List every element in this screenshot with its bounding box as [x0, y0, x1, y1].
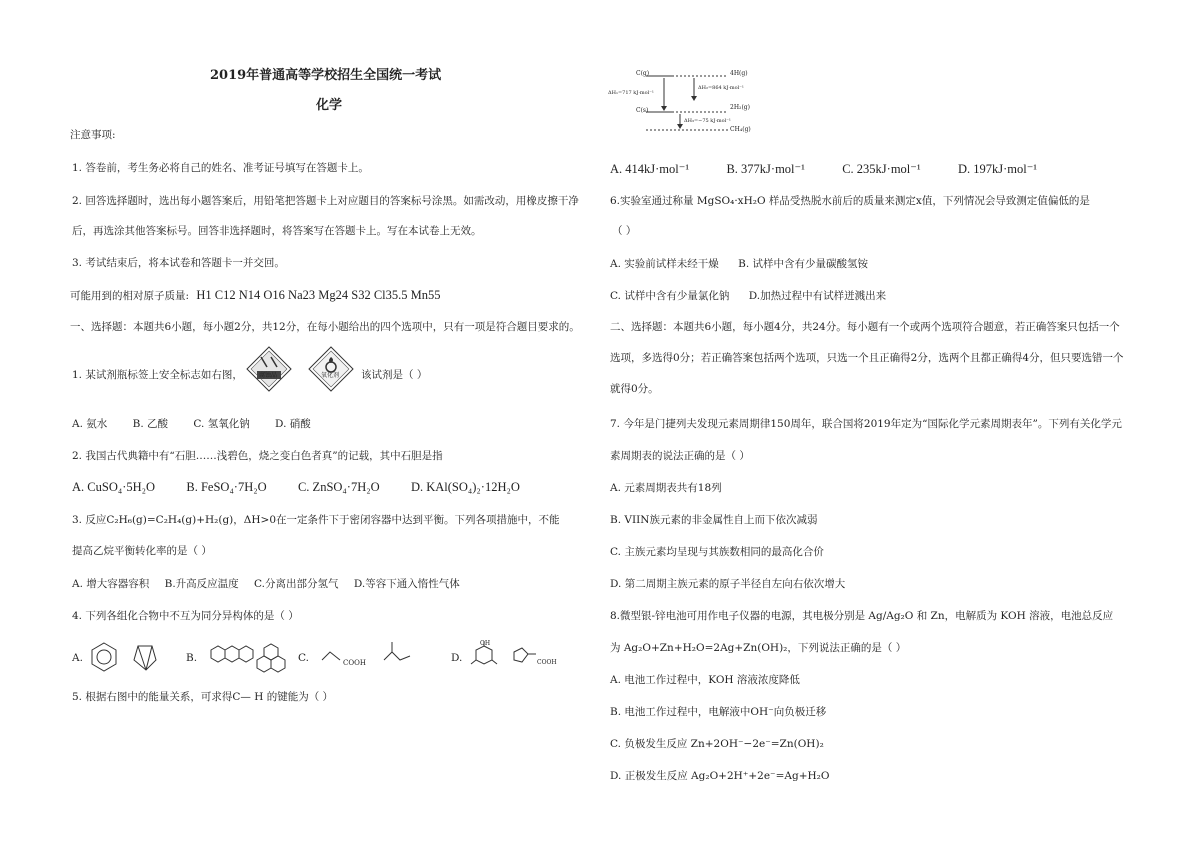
q6-text-a: 6.实验室通过称量 MgSO₄·xH₂O 样品受热脱水前后的质量来测定x值，下列情况会导致测定值偏低的是 [610, 195, 1090, 207]
q5-option-b[interactable]: B. 377kJ·mol⁻¹ [726, 162, 805, 176]
q8-text-a: 8.微型银-锌电池可用作电子仪器的电源，其电极分别是 Ag/Ag₂O 和 Zn，电解质为 KOH 溶液，电池总反应 [610, 610, 1114, 622]
exam-title: 2019年普通高等学校招生全国统一考试 [210, 68, 442, 83]
q1-text-b: 该试剂是（ ） [361, 369, 428, 381]
q3-text-a: 3. 反应C₂H₆(g)=C₂H₄(g)+H₂(g)，ΔH>0在一定条件下于密闭容器中达到平衡。下列各项措施中，不能 [72, 514, 560, 526]
q8-text-b: 为 Ag₂O+Zn+H₂O=2Ag+Zn(OH)₂，下列说法正确的是（ ） [610, 642, 907, 654]
q2-options [72, 480, 542, 495]
diagram-dh1: ΔH₁=717 kJ·mol⁻¹ [608, 90, 654, 96]
atomic-mass-line [70, 288, 441, 303]
q4-d-oh-label: OH [480, 640, 491, 647]
q6-option-d[interactable]: D.加热过程中有试样迸溅出来 [748, 290, 887, 302]
section-2-line-a: 二、选择题：本题共6小题，每小题4分，共24分。每小题有一个或两个选项符合题意，若正确答案只包括一个 [610, 321, 1120, 333]
corrosive-sign [247, 347, 291, 391]
q3-option-b[interactable]: B.升高反应温度 [164, 578, 239, 590]
q5-option-a[interactable]: A. 414kJ·mol⁻¹ [610, 162, 690, 176]
q1-options [72, 416, 333, 431]
q4-c-structures [318, 640, 428, 670]
q1-text-a: 1. 某试剂瓶标签上安全标志如右图， [72, 369, 243, 381]
q4-a-structures [90, 640, 170, 674]
q3-option-a[interactable]: A. 增大容器容积 [72, 578, 150, 590]
q8-option-d[interactable]: D. 正极发生反应 Ag₂O+2H⁺+2e⁻=Ag+H₂O [610, 770, 830, 782]
diagram-cs: C(s) [636, 107, 649, 114]
q3-text-b: 提高乙烷平衡转化率的是（ ） [72, 545, 212, 557]
q2-text: 2. 我国古代典籍中有“石胆……浅碧色，烧之变白色者真”的记载，其中石胆是指 [72, 450, 443, 462]
q7-option-d[interactable]: D. 第二周期主族元素的原子半径自左向右依次增大 [610, 578, 846, 590]
q7-option-c[interactable]: C. 主族元素均呈现与其族数相同的最高化合价 [610, 546, 824, 558]
notice-2a: 2. 回答选择题时，选出每小题答案后，用铅笔把答题卡上对应题目的答案标号涂黑。如需改动，用橡皮擦干净 [72, 195, 579, 207]
energy-diagram [608, 66, 788, 140]
q7-option-b[interactable]: B. VIIN族元素的非金属性自上而下依次减弱 [610, 514, 818, 526]
q6-option-a[interactable]: A. 实验前试样未经干燥 [610, 258, 719, 270]
q5-options [610, 161, 1059, 177]
section-2-line-c: 就得0分。 [610, 383, 659, 395]
diagram-ch4: CH₄(g) [730, 126, 751, 133]
notice-heading: 注意事项: [70, 129, 116, 141]
q8-option-b[interactable]: B. 电池工作过程中，电解液中OH⁻向负极迁移 [610, 706, 827, 718]
q5-text: 5. 根据右图中的能量关系，可求得C— H 的键能为（ ） [72, 691, 334, 703]
q6-option-b[interactable]: B. 试样中含有少量碳酸氢铵 [738, 258, 869, 270]
q3-option-d[interactable]: D.等容下通入惰性气体 [353, 578, 460, 590]
q6-options-row2 [610, 288, 908, 303]
corrosive-sign-label: 腐蚀品 [259, 372, 278, 379]
q7-text-a: 7. 今年是门捷列夫发现元素周期律150周年，联合国将2019年定为“国际化学元素周期表年”。下列有关化学元 [610, 418, 1122, 430]
diagram-2h2: 2H₂(g) [730, 104, 750, 111]
q2-option-a[interactable]: A. CuSO₄·5H₂O [72, 480, 156, 494]
q2-option-c[interactable]: C. ZnSO₄·7H₂O [297, 480, 380, 494]
q4-d-cooh-label: COOH [537, 659, 557, 666]
q3-options [72, 576, 482, 591]
q6-options-row1 [610, 256, 890, 271]
oxidizer-sign-label: 氧化剂 [321, 372, 340, 379]
q6-option-c[interactable]: C. 试样中含有少量氯化钠 [610, 290, 730, 302]
atomic-mass-label: 可能用到的相对原子质量: [70, 290, 190, 302]
q4-option-c[interactable]: C. [298, 652, 309, 664]
section-1-heading: 一、选择题：本题共6小题，每小题2分，共12分，在每小题给出的四个选项中，只有一项是符合题目要求的。 [70, 321, 580, 333]
q4-c-cooh-label: COOH [343, 659, 366, 667]
notice-3: 3. 考试结束后，将本试卷和答题卡一并交回。 [72, 257, 285, 269]
atomic-mass-values: H1 C12 N14 O16 Na23 Mg24 S32 Cl35.5 Mn55 [196, 288, 441, 302]
section-2-line-b: 选项，多选得0分；若正确答案包括两个选项，只选一个且正确得2分，选两个且都正确得4分，但只要选错一个 [610, 352, 1124, 364]
q4-b-structures [202, 642, 292, 674]
q5-option-d[interactable]: D. 197kJ·mol⁻¹ [957, 162, 1038, 176]
q3-option-c[interactable]: C.分离出部分氢气 [254, 578, 339, 590]
notice-1: 1. 答卷前，考生务必将自己的姓名、准考证号填写在答题卡上。 [72, 162, 369, 174]
diagram-4h: 4H(g) [730, 70, 748, 77]
energy-diagram-lines [608, 66, 788, 140]
q7-text-b: 素周期表的说法正确的是（ ） [610, 450, 750, 462]
diagram-dh2: ΔH₂=864 kJ·mol⁻¹ [698, 85, 744, 91]
q1-option-a[interactable]: A. 氨水 [72, 418, 108, 430]
q5-option-c[interactable]: C. 235kJ·mol⁻¹ [842, 162, 921, 176]
q1-option-c[interactable]: C. 氢氧化钠 [193, 418, 250, 430]
q2-option-d[interactable]: D. KAl(SO₄)₂·12H₂O [410, 480, 520, 494]
q4-text: 4. 下列各组化合物中不互为同分异构体的是（ ） [72, 610, 299, 622]
subject-title: 化学 [316, 98, 343, 113]
q1-option-b[interactable]: B. 乙酸 [132, 418, 169, 430]
q2-option-b[interactable]: B. FeSO₄·7H₂O [186, 480, 267, 494]
notice-2b: 后，再选涂其他答案标号。回答非选择题时，将答案写在答题卡上。写在本试卷上无效。 [72, 225, 482, 237]
diagram-cg: C(g) [636, 70, 650, 77]
q4-option-b[interactable]: B. [186, 652, 198, 664]
oxidizer-sign [309, 347, 353, 391]
q7-option-a[interactable]: A. 元素周期表共有18列 [610, 482, 722, 494]
q4-option-d[interactable]: D. [451, 652, 463, 664]
q1-option-d[interactable]: D. 硝酸 [275, 418, 311, 430]
q8-option-a[interactable]: A. 电池工作过程中，KOH 溶液浓度降低 [610, 674, 800, 686]
q6-text-b: （ ） [612, 225, 637, 237]
q4-option-a[interactable]: A. [72, 652, 83, 664]
q8-option-c[interactable]: C. 负极发生反应 Zn+2OH⁻−2e⁻=Zn(OH)₂ [610, 738, 824, 750]
safety-signs-figure [245, 345, 375, 393]
diagram-dh3: ΔH₃=−75 kJ·mol⁻¹ [684, 118, 731, 124]
